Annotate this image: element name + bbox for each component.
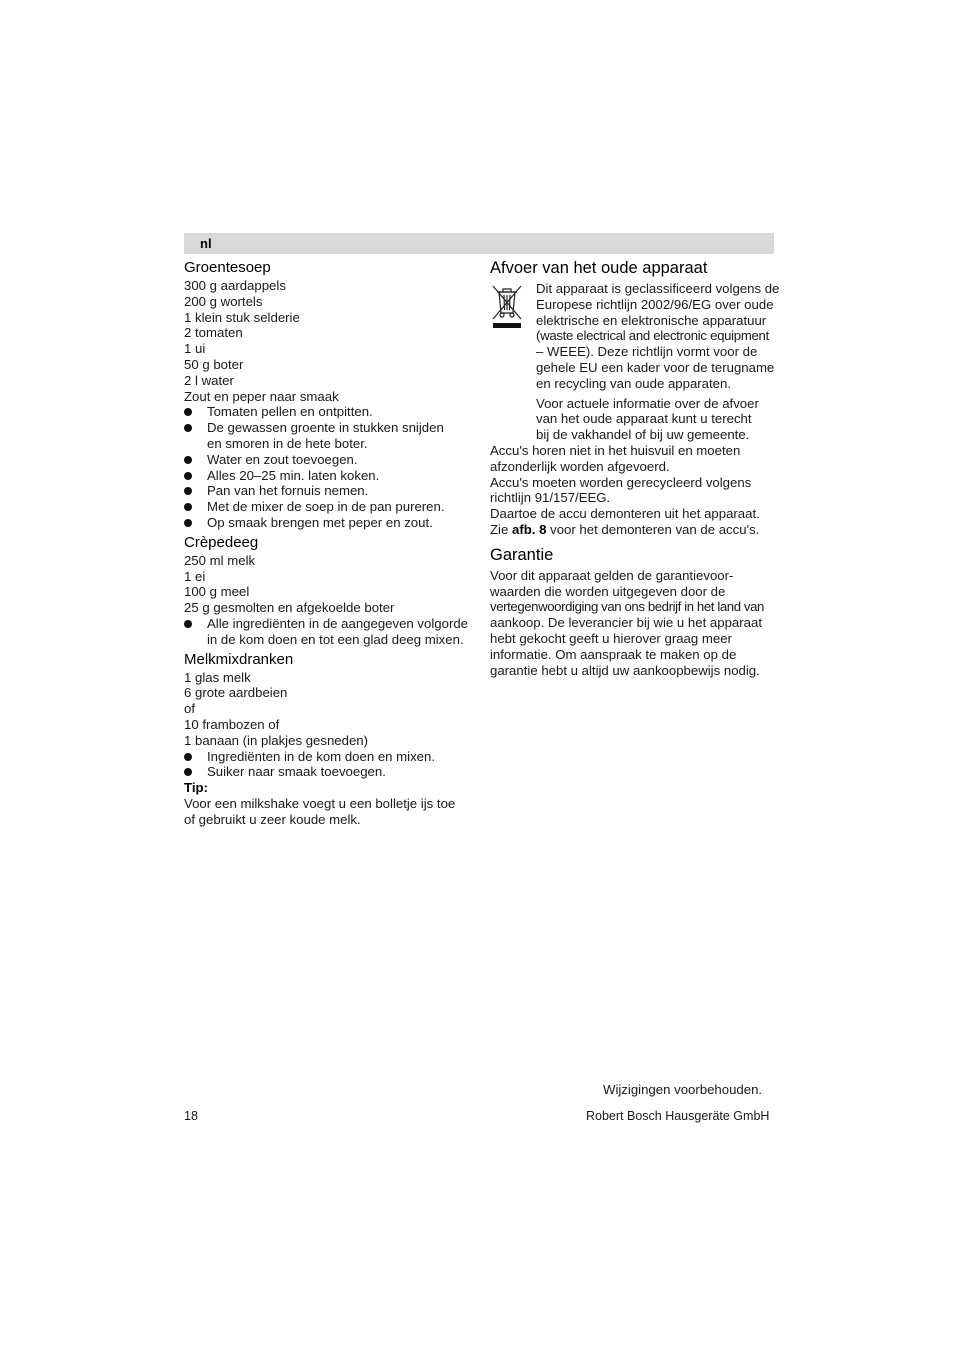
bullet-icon <box>184 503 192 511</box>
step-item: De gewassen groente in stukken snijden en smoren in de hete boter. <box>184 420 474 452</box>
step-item: Suiker naar smaak toevoegen. <box>184 764 474 780</box>
weee-crossed-bin-icon <box>490 283 524 329</box>
bullet-icon <box>184 753 192 761</box>
bullet-icon <box>184 519 192 527</box>
warranty-text: hebt gekocht geeft u hierover graag meer <box>490 630 732 646</box>
ingredient: 1 klein stuk selderie <box>184 309 300 325</box>
steps-groentesoep <box>184 404 474 530</box>
tip-text: of gebruikt u zeer koude melk. <box>184 811 361 827</box>
right-column <box>490 258 780 678</box>
left-column <box>184 258 474 828</box>
weee-text: – WEEE). Deze richtlijn vormt voor de <box>536 344 758 360</box>
warranty-text: waarden die worden uitgegeven door de <box>490 583 726 599</box>
disposal-info-text: van het oude apparaat kunt u terecht <box>536 411 752 427</box>
footer-note: Wijzigingen voorbehouden. <box>603 1082 763 1097</box>
ingredient: 100 g meel <box>184 584 250 600</box>
figure-link: afb. 8 <box>511 521 547 537</box>
step-item: Pan van het fornuis nemen. <box>184 483 474 499</box>
warranty-text: informatie. Om aanspraak te maken op de <box>490 646 737 662</box>
page-number: 18 <box>184 1109 198 1123</box>
ingredient: 50 g boter <box>184 356 244 372</box>
ingredient: 25 g gesmolten en afgekoelde boter <box>184 600 395 616</box>
step-item: Alles 20–25 min. laten koken. <box>184 468 474 484</box>
bullet-icon <box>184 408 192 416</box>
warranty-text: aankoop. De leverancier bij wie u het apparaat <box>490 615 762 631</box>
ingredient: 1 glas melk <box>184 669 251 685</box>
recipe-title-groentesoep: Groentesoep <box>184 259 271 276</box>
warranty-text: garantie hebt u altijd uw aankoopbewijs nodig. <box>490 662 760 678</box>
bullet-icon <box>184 768 192 776</box>
bullet-icon <box>184 424 192 432</box>
ingredient: 1 ui <box>184 341 206 357</box>
ingredient: 250 ml melk <box>184 552 256 568</box>
battery-text: richtlijn 91/157/EEG. <box>490 490 611 506</box>
ingredient: Zout en peper naar smaak <box>184 388 339 404</box>
section-title-garantie: Garantie <box>490 545 554 564</box>
ingredient: 1 ei <box>184 568 206 584</box>
warranty-text: vertegenwoordiging van ons bedrijf in het land van <box>490 599 764 615</box>
figure-reference: Zie afb. 8 voor het demonteren van de accu's. <box>490 521 760 537</box>
warranty-text: Voor dit apparaat gelden de garantievoor- <box>490 567 734 583</box>
steps-melkmixdranken <box>184 749 474 781</box>
tip-text: Voor een milkshake voegt u een bolletje ijs toe <box>184 795 456 811</box>
battery-text: afzonderlijk worden afgevoerd. <box>490 458 670 474</box>
step-item: Op smaak brengen met peper en zout. <box>184 515 474 531</box>
bullet-icon <box>184 456 192 464</box>
weee-text: Dit apparaat is geclassificeerd volgens de <box>536 281 780 296</box>
ingredient: 2 tomaten <box>184 325 243 341</box>
step-item: Water en zout toevoegen. <box>184 452 474 468</box>
weee-text: elektrische en elektronische apparatuur <box>536 312 767 328</box>
battery-text: Accu's moeten worden gerecycleerd volgens <box>490 474 752 490</box>
step-item: Ingrediënten in de kom doen en mixen. <box>184 749 474 765</box>
recipe-title-crepedeeg: Crèpedeeg <box>184 533 259 551</box>
step-item: Alle ingrediënten in de aangegeven volgorde in de kom doen en tot een glad deeg mixen. <box>184 616 474 648</box>
bullet-icon <box>184 472 192 480</box>
disposal-info-text: Voor actuele informatie over de afvoer <box>536 395 759 411</box>
tip-label: Tip: <box>184 780 208 796</box>
ingredient: 10 frambozen of <box>184 716 280 732</box>
section-title-afvoer: Afvoer van het oude apparaat <box>490 259 708 277</box>
language-label: nl <box>200 236 212 251</box>
bullet-icon <box>184 487 192 495</box>
weee-text: en recycling van oude apparaten. <box>536 375 732 391</box>
step-item: Met de mixer de soep in de pan pureren. <box>184 499 474 515</box>
ingredient: 200 g wortels <box>184 293 263 309</box>
ingredients-melkmixdranken <box>184 670 474 749</box>
ingredient: of <box>184 701 195 717</box>
ingredients-groentesoep <box>184 278 474 404</box>
ingredient: 300 g aardappels <box>184 278 286 293</box>
bullet-icon <box>184 620 192 628</box>
ingredient: 1 banaan (in plakjes gesneden) <box>184 732 369 748</box>
ingredient: 6 grote aardbeien <box>184 685 288 701</box>
company-name: Robert Bosch Hausgeräte GmbH <box>586 1109 770 1123</box>
weee-text: gehele EU een kader voor de terugname <box>536 359 775 375</box>
battery-text: Accu's horen niet in het huisvuil en moeten <box>490 442 741 458</box>
recipe-title-melkmixdranken: Melkmixdranken <box>184 650 294 668</box>
ingredients-crepedeeg <box>184 553 474 616</box>
battery-text: Daartoe de accu demonteren uit het apparaat. <box>490 506 760 522</box>
steps-crepedeeg <box>184 616 474 648</box>
step-item: Tomaten pellen en ontpitten. <box>184 404 474 420</box>
language-bar <box>184 233 774 254</box>
weee-text: (waste electrical and electronic equipment <box>536 328 769 344</box>
weee-notice <box>490 281 780 443</box>
ingredient: 2 l water <box>184 372 234 388</box>
disposal-info-text: bij de vakhandel of bij uw gemeente. <box>536 427 750 443</box>
weee-text: Europese richtlijn 2002/96/EG over oude <box>536 296 774 312</box>
